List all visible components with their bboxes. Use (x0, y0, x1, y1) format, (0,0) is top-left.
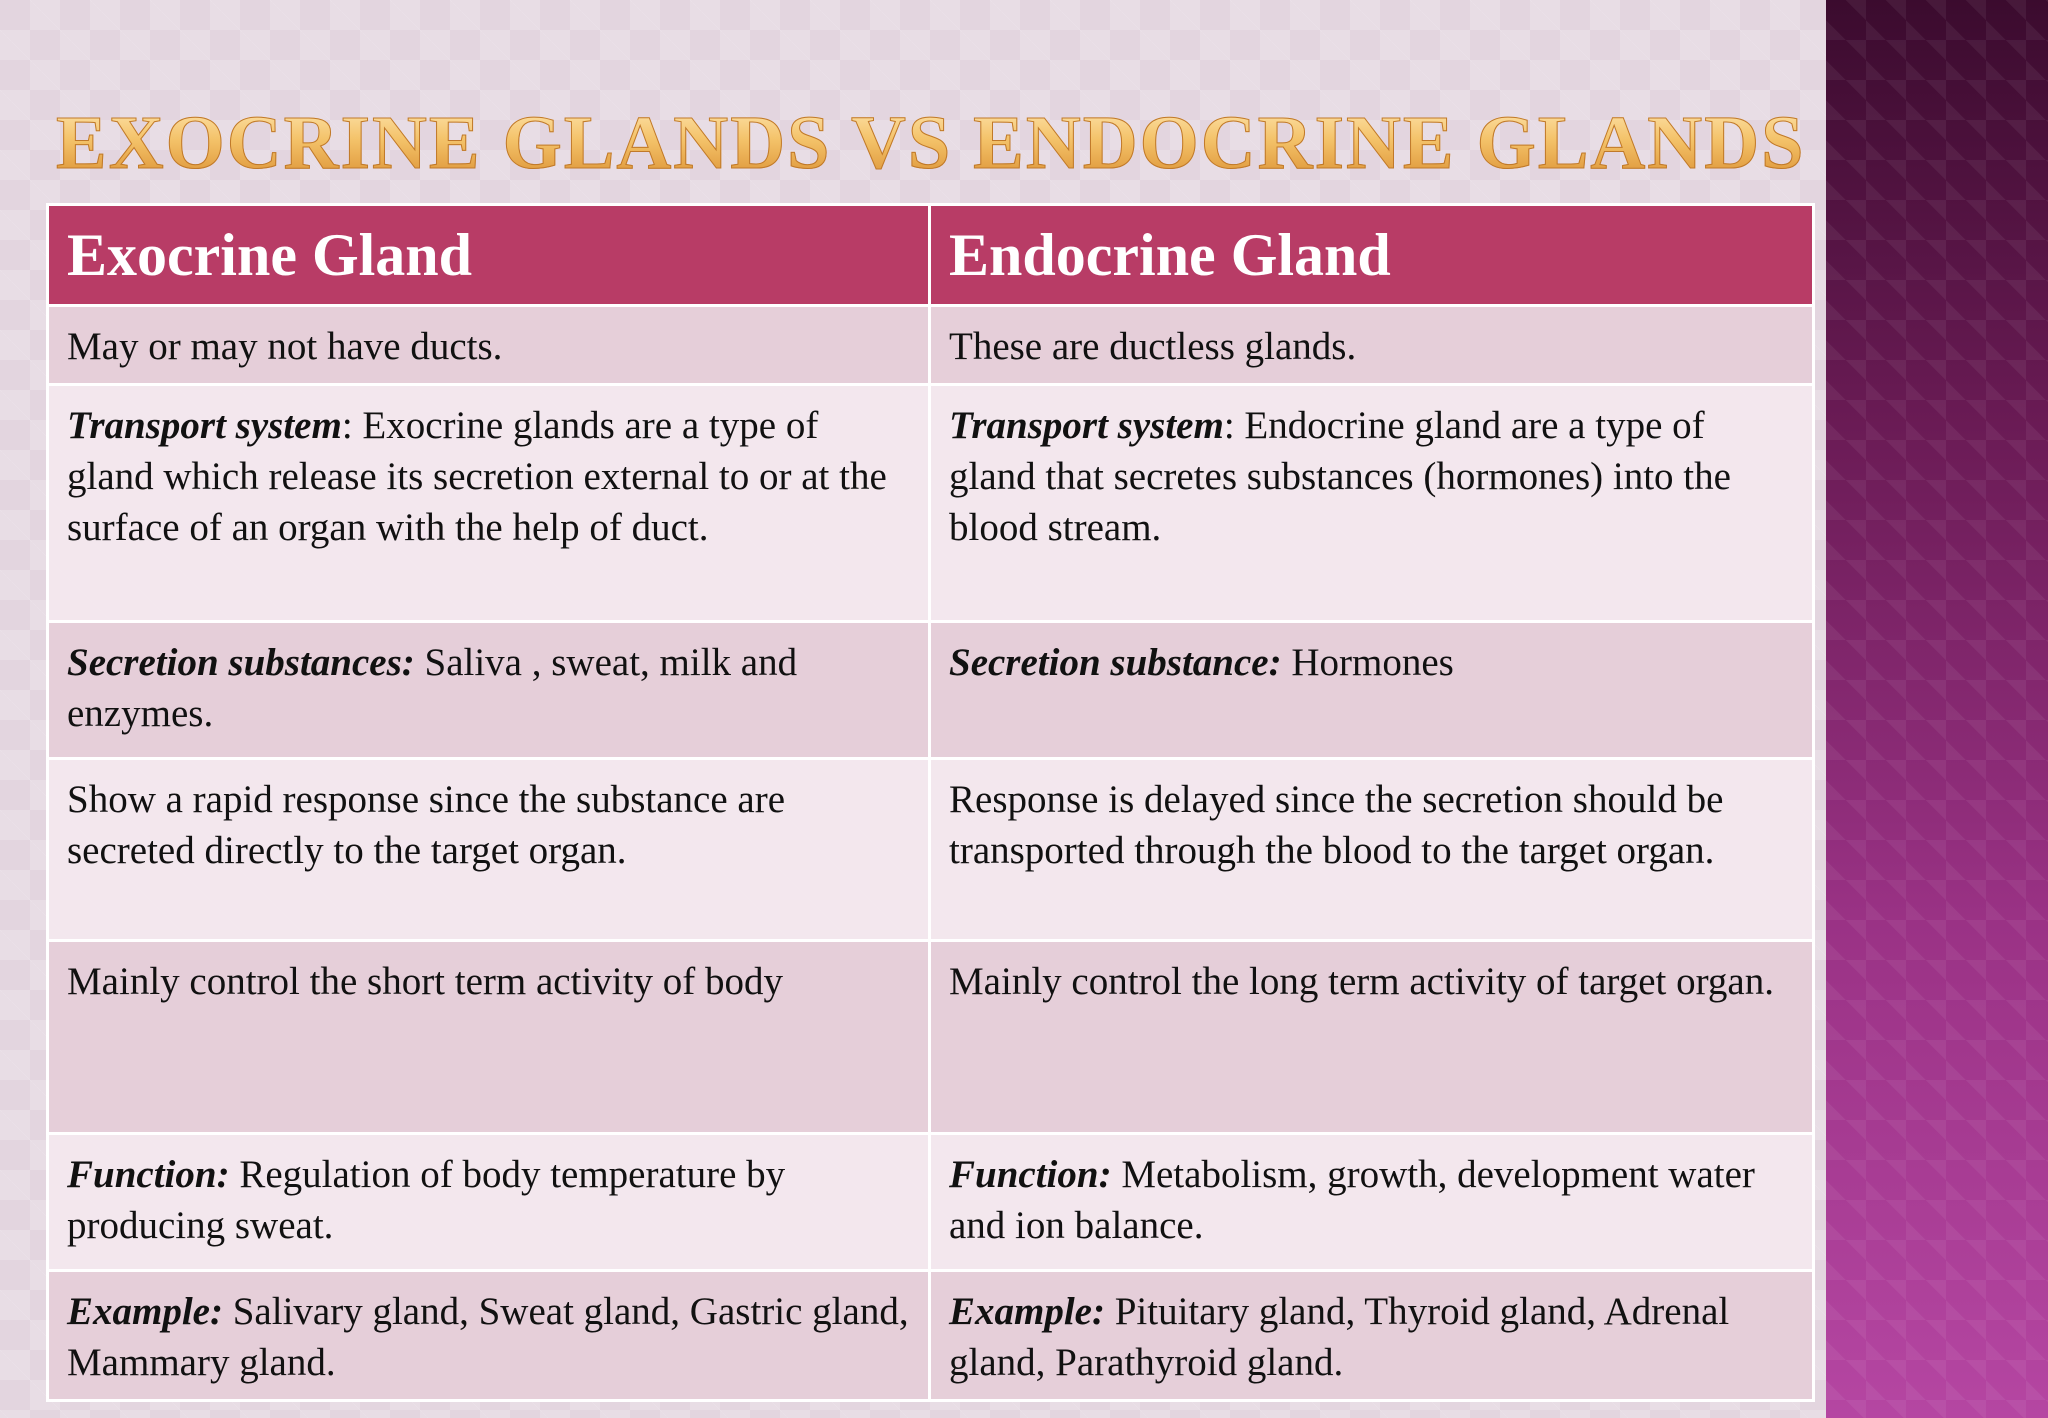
cell-endocrine-example: Example: Pituitary gland, Thyroid gland, Adrenal gland, Parathyroid gland. (930, 1271, 1814, 1401)
header-exocrine: Exocrine Gland (48, 205, 930, 306)
table-header-row (48, 205, 1814, 306)
row-label: Function: (949, 1153, 1112, 1196)
decorative-side-band (1826, 0, 2048, 1418)
table-row (48, 1271, 1814, 1401)
row-label: Example: (67, 1290, 223, 1333)
cell-endocrine-ducts: These are ductless glands. (930, 306, 1814, 385)
table-row (48, 306, 1814, 385)
row-label: Example: (949, 1290, 1105, 1333)
cell-exocrine-secretion: Secretion substances: Saliva , sweat, milk and enzymes. (48, 622, 930, 759)
table-row (48, 622, 1814, 759)
table-row (48, 941, 1814, 1134)
slide-title: EXOCRINE GLANDS VS ENDOCRINE GLANDS (56, 101, 1806, 185)
table-row (48, 1134, 1814, 1271)
cell-exocrine-response: Show a rapid response since the substance are secreted directly to the target organ. (48, 759, 930, 941)
table-row (48, 385, 1814, 622)
cell-endocrine-function: Function: Metabolism, growth, development water and ion balance. (930, 1134, 1814, 1271)
comparison-table (46, 203, 1815, 1402)
row-label: Function: (67, 1153, 230, 1196)
header-endocrine: Endocrine Gland (930, 205, 1814, 306)
cell-endocrine-response: Response is delayed since the secretion should be transported through the blood to the target organ. (930, 759, 1814, 941)
row-label: Secretion substances: (67, 641, 415, 684)
cell-exocrine-ducts: May or may not have ducts. (48, 306, 930, 385)
cell-exocrine-function: Function: Regulation of body temperature by producing sweat. (48, 1134, 930, 1271)
cell-exocrine-control: Mainly control the short term activity of body (48, 941, 930, 1134)
table-row (48, 759, 1814, 941)
cell-exocrine-example: Example: Salivary gland, Sweat gland, Gastric gland, Mammary gland. (48, 1271, 930, 1401)
row-label: Transport system (949, 404, 1224, 447)
row-label: Secretion substance: (949, 641, 1282, 684)
cell-endocrine-secretion: Secretion substance: Hormones (930, 622, 1814, 759)
row-label: Transport system (67, 404, 342, 447)
cell-endocrine-control: Mainly control the long term activity of target organ. (930, 941, 1814, 1134)
cell-exocrine-transport: Transport system: Exocrine glands are a type of gland which release its secretion external to or at the surface of an organ with the help of duct. (48, 385, 930, 622)
cell-endocrine-transport: Transport system: Endocrine gland are a type of gland that secretes substances (hormones) into the blood stream. (930, 385, 1814, 622)
